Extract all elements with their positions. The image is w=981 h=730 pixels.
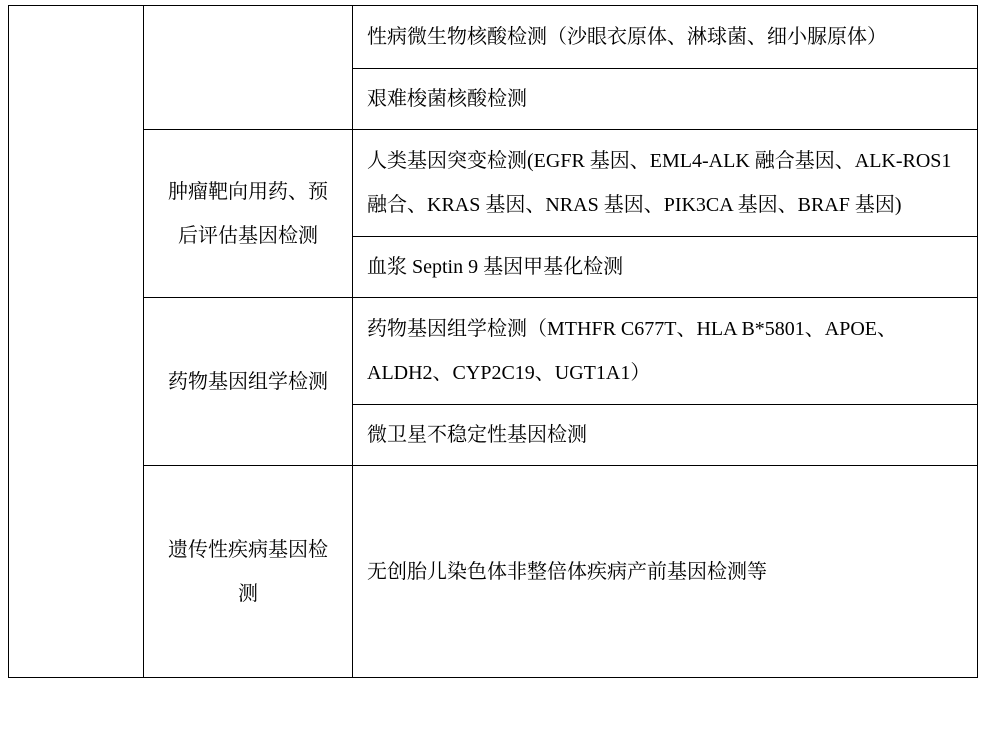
outer-category-cell bbox=[9, 6, 144, 678]
table-row bbox=[9, 466, 978, 678]
medical-test-items-table bbox=[8, 5, 978, 678]
category-cell-pharmacogenomics: 药物基因组学检测 bbox=[144, 298, 353, 466]
item-cell: 性病微生物核酸检测（沙眼衣原体、淋球菌、细小脲原体） bbox=[353, 6, 978, 69]
item-cell: 艰难梭菌核酸检测 bbox=[353, 69, 978, 130]
item-cell: 微卫星不稳定性基因检测 bbox=[353, 405, 978, 466]
category-cell-oncology: 肿瘤靶向用药、预后评估基因检测 bbox=[144, 130, 353, 298]
item-cell: 血浆 Septin 9 基因甲基化检测 bbox=[353, 237, 978, 298]
table-row bbox=[9, 130, 978, 237]
item-cell: 无创胎儿染色体非整倍体疾病产前基因检测等 bbox=[353, 466, 978, 678]
item-cell: 人类基因突变检测(EGFR 基因、EML4-ALK 融合基因、ALK-ROS1 融合、KRAS 基因、NRAS 基因、PIK3CA 基因、BRAF 基因) bbox=[353, 130, 978, 237]
table-row bbox=[9, 6, 978, 69]
item-cell: 药物基因组学检测（MTHFR C677T、HLA B*5801、APOE、ALDH2、CYP2C19、UGT1A1） bbox=[353, 298, 978, 405]
category-cell-continued bbox=[144, 6, 353, 130]
document-page bbox=[0, 5, 981, 730]
table-row bbox=[9, 298, 978, 405]
category-cell-hereditary: 遗传性疾病基因检测 bbox=[144, 466, 353, 678]
